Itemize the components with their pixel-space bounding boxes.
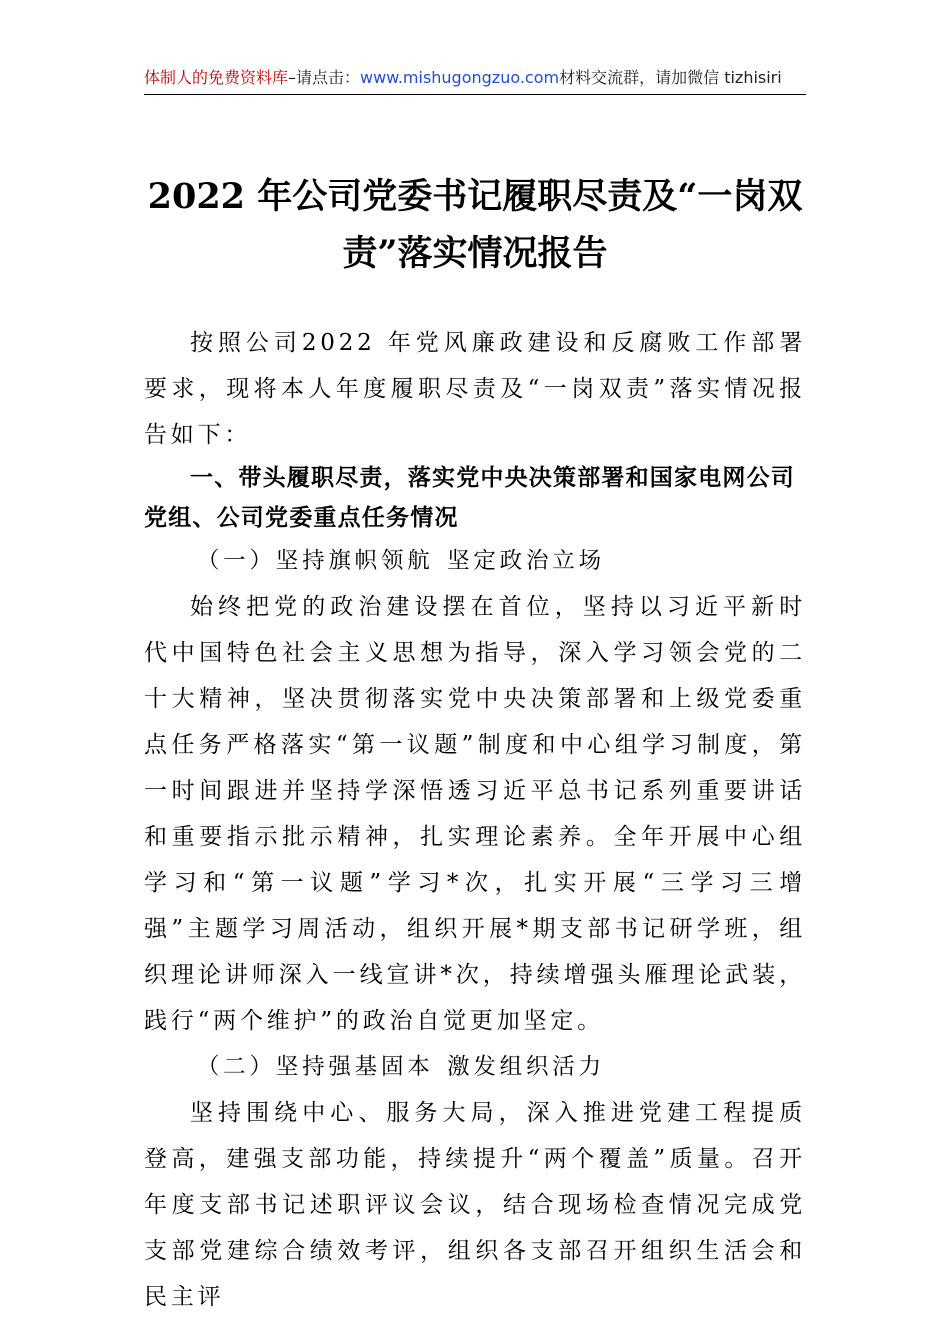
section-heading-1: 一、带头履职尽责，落实党中央决策部署和国家电网公司党组、公司党委重点任务情况	[144, 465, 795, 531]
header-brand: 体制人的免费资料库	[144, 68, 289, 87]
title-line-1: 2022 年公司党委书记履职尽责及“一岗双	[147, 176, 803, 217]
subsection-heading-1-part-a: （一）坚持旗帜领航	[196, 548, 434, 574]
header-click-prompt: –请点击：	[288, 68, 361, 87]
paragraph-1: 始终把党的政治建设摆在首位，坚持以习近平新时代中国特色社会主义思想为指导，深入学习领会党的二十大精神，坚决贯彻落实党中央决策部署和上级党委重点任务严格落实“第一议题”制度和中心组学习制度，第一时间跟进并坚持学深悟透习近平总书记系列重要讲话和重要指示批示精神，扎实理论素养。全年开展中心组学习和“第一议题”学习*次，扎实开展“三学习三增强”主题学习周活动，组织开展*期支部书记研学班，组织理论讲师深入一线宣讲*次，持续增强头雁理论武装，践行“两个维护”的政治自觉更加坚定。	[144, 594, 806, 1034]
header-url-link[interactable]: www.mishugongzuo.com	[360, 68, 560, 87]
header-contact-text: 材料交流群，请加微信 tizhisiri	[559, 68, 782, 87]
header-divider	[144, 94, 806, 95]
intro-paragraph: 按照公司2022 年党风廉政建设和反腐败工作部署要求，现将本人年度履职尽责及“一岗双责”落实情况报告如下：	[144, 330, 806, 448]
subsection-heading-2	[144, 1044, 806, 1090]
subsection-heading-2-part-a: （二）坚持强基固本	[196, 1054, 434, 1080]
paragraph-2: 坚持围绕中心、服务大局，深入推进党建工程提质登高，建强支部功能，持续提升“两个覆盖”质量。召开年度支部书记述职评议会议，结合现场检查情况完成党支部党建综合绩效考评，组织各支部召开组织生活会和民主评	[144, 1100, 806, 1310]
subsection-heading-1	[144, 538, 806, 584]
subsection-heading-1-part-b: 坚定政治立场	[447, 548, 605, 574]
page-header	[144, 66, 806, 90]
subsection-heading-2-part-b: 激发组织活力	[447, 1054, 605, 1080]
title-line-2: 责”落实情况报告	[342, 233, 608, 274]
document-title	[120, 168, 830, 282]
document-body	[144, 320, 806, 1320]
